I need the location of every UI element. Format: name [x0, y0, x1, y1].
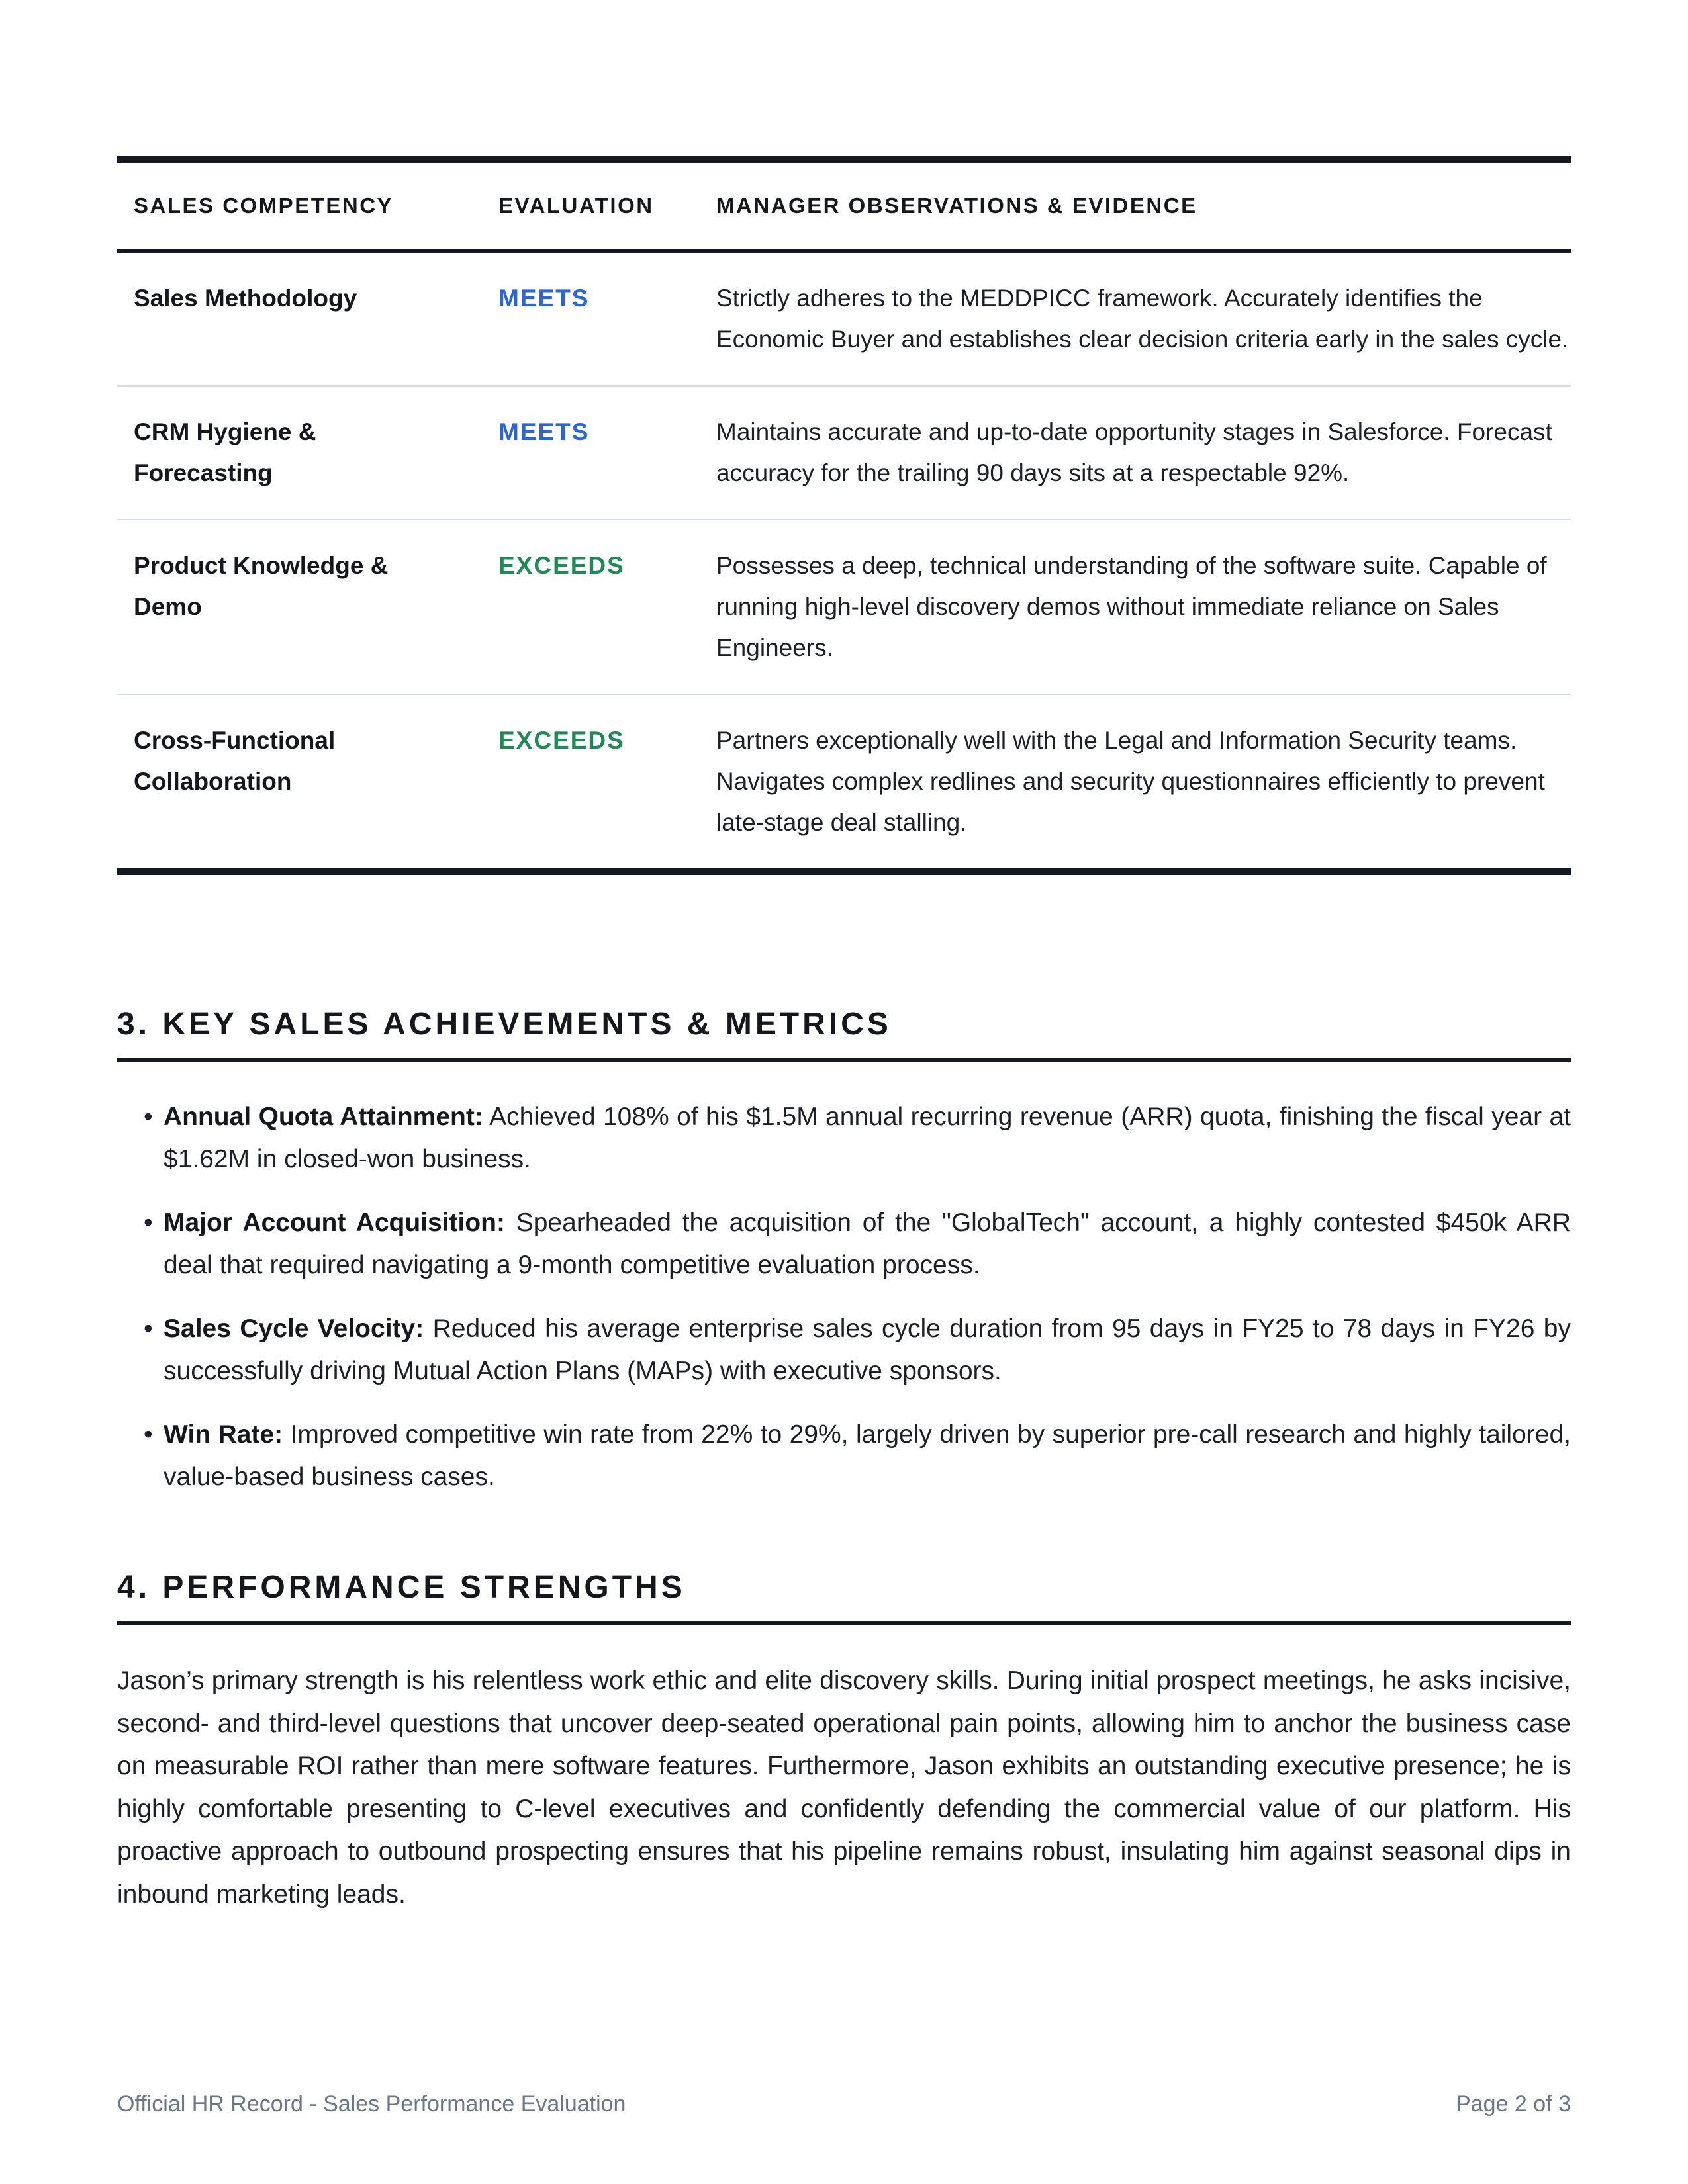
section-heading-achievements: 3. KEY SALES ACHIEVEMENTS & METRICS [117, 1006, 1571, 1062]
bullet-marker: • [144, 1314, 153, 1343]
achievement-text: Achieved 108% of his $1.5M annual recurring revenue (ARR) quota, finishing the fiscal year at $1.62M in closed-won business. [164, 1103, 1571, 1173]
bullet-marker: • [144, 1103, 153, 1131]
competency-table [117, 156, 1571, 875]
column-header-competency: SALES COMPETENCY [117, 159, 482, 251]
evaluation-rating: MEETS [498, 285, 590, 312]
page-footer [117, 2091, 1571, 2117]
section-heading-strengths: 4. PERFORMANCE STRENGTHS [117, 1569, 1571, 1625]
table-row [117, 251, 1571, 386]
competency-name: CRM Hygiene & Forecasting [117, 386, 482, 520]
manager-observation: Partners exceptionally well with the Legal and Information Security teams. Navigates complex redlines and security questionnaires efficiently to prevent late-stage deal stalling. [700, 694, 1571, 872]
list-item [117, 1096, 1571, 1181]
list-item [117, 1414, 1571, 1498]
column-header-observations: MANAGER OBSERVATIONS & EVIDENCE [700, 159, 1571, 251]
achievement-lead: Major Account Acquisition: [164, 1208, 505, 1237]
achievements-list [117, 1096, 1571, 1520]
footer-record-label: Official HR Record - Sales Performance Evaluation [117, 2091, 626, 2116]
list-item [117, 1202, 1571, 1287]
competency-name: Cross-Functional Collaboration [117, 694, 482, 872]
bullet-marker: • [144, 1208, 153, 1237]
manager-observation: Strictly adheres to the MEDDPICC framework. Accurately identifies the Economic Buyer and establishes clear decision criteria early in the sales cycle. [716, 285, 1569, 353]
table-header-row [117, 159, 1571, 251]
evaluation-rating: MEETS [482, 386, 700, 520]
manager-observation: Maintains accurate and up-to-date opportunity stages in Salesforce. Forecast accuracy for the trailing 90 days sits at a respectable 92%. [700, 386, 1571, 520]
achievement-text: Reduced his average enterprise sales cycle duration from 95 days in FY25 to 78 days in FY26 by successfully driving Mutual Action Plans (MAPs) with executive sponsors. [164, 1314, 1571, 1385]
achievement-lead: Win Rate: [164, 1420, 283, 1449]
list-item [117, 1308, 1571, 1392]
table-row [117, 386, 1571, 520]
achievement-text: Improved competitive win rate from 22% to 29%, largely driven by superior pre-call research and highly tailored, value-based business cases. [164, 1420, 1571, 1491]
bullet-marker: • [144, 1420, 153, 1449]
strengths-paragraph: Jason’s primary strength is his relentless work ethic and elite discovery skills. During initial prospect meetings, he asks incisive, second- and third-level questions that uncover deep-seated operational pain points, allowing him to anchor the business case on measurable ROI rather than mere software features. Furthermore, Jason exhibits an outstanding executive presence; he is highly comfortable presenting to C-level executives and confidently defending the commercial value of our platform. His proactive approach to outbound prospecting ensures that his pipeline remains robust, insulating him against seasonal dips in inbound marketing leads. [117, 1666, 1571, 1909]
table-row [117, 520, 1571, 694]
evaluation-rating: EXCEEDS [482, 520, 700, 694]
competency-name: Sales Methodology [134, 285, 357, 312]
table-row [117, 694, 1571, 872]
competency-name: Product Knowledge & Demo [117, 520, 482, 694]
evaluation-rating: EXCEEDS [482, 694, 700, 872]
manager-observation: Possesses a deep, technical understanding of the software suite. Capable of running high-level discovery demos without immediate reliance on Sales Engineers. [700, 520, 1571, 694]
page-number: Page 2 of 3 [1456, 2091, 1571, 2116]
column-header-evaluation: EVALUATION [482, 159, 700, 251]
achievement-lead: Sales Cycle Velocity: [164, 1314, 424, 1343]
achievement-text: Spearheaded the acquisition of the "GlobalTech" account, a highly contested $450k ARR deal that required navigating a 9-month competitive evaluation process. [164, 1208, 1571, 1279]
achievement-lead: Annual Quota Attainment: [164, 1103, 483, 1131]
